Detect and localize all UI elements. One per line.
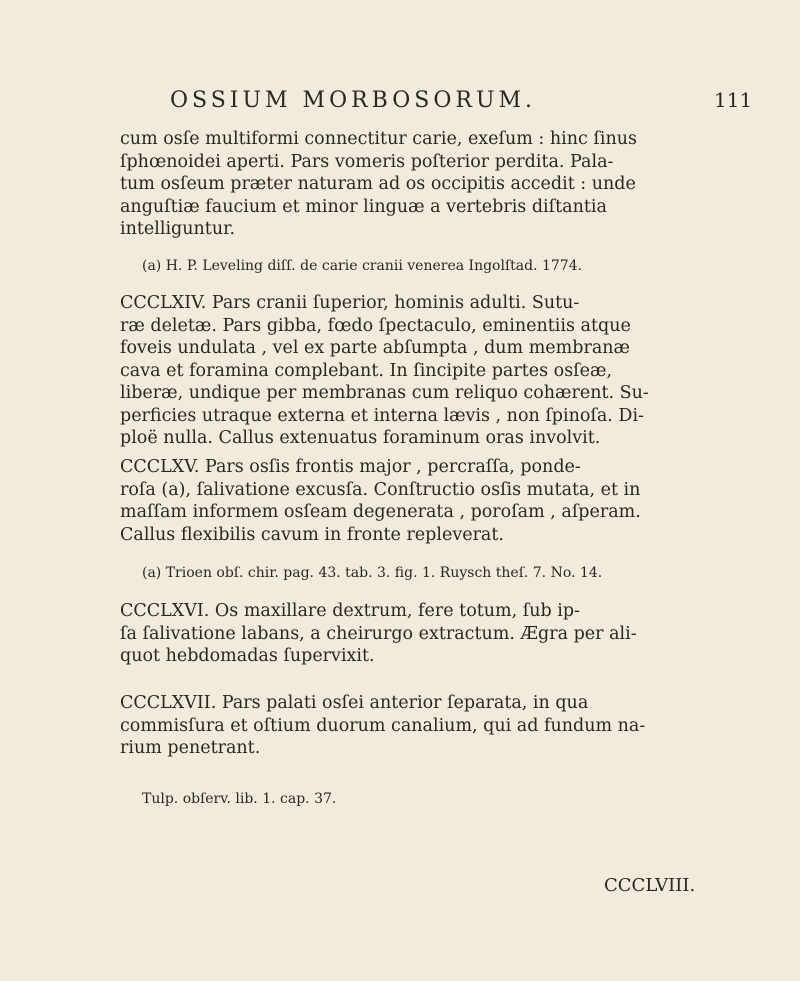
text-line: quot hebdomadas ſupervixit. — [120, 646, 375, 666]
paragraph-ccclxiv — [120, 292, 710, 450]
reference-tulp — [142, 790, 702, 808]
text-line: cava et foramina complebant. In ſincipite partes osſeæ, — [120, 360, 613, 381]
text-line: Callus flexibilis cavum in fronte repleverat. — [120, 524, 504, 545]
text-line: ſa ſalivatione labans, a cheirurgo extractum. Ægra per ali- — [120, 623, 637, 644]
footnote-line: (a) Trioen obſ. chir. pag. 43. tab. 3. fig. 1. Ruysch theſ. 7. No. 14. — [142, 565, 603, 581]
text-line: maſſam informem osſeam degenerata , poroſam , aſperam. — [120, 502, 641, 522]
paragraph-continuation — [120, 128, 710, 241]
text-line: ploë nulla. Callus extenuatus foraminum oras involvit. — [120, 428, 601, 448]
footnote-leveling — [142, 257, 702, 275]
text-line: CCCLXV. Pars osſis frontis major , percraſſa, ponde- — [120, 457, 581, 477]
reference-line: Tulp. obſerv. lib. 1. cap. 37. — [142, 791, 337, 807]
footnote-line: (a) H. P. Leveling diſſ. de carie cranii venerea Ingolſtad. 1774. — [142, 258, 583, 274]
text-line: ſphœnoidei aperti. Pars vomeris poſterior perdita. Pala- — [120, 151, 614, 172]
text-line: anguſtiæ faucium et minor linguæ a vertebris diſtantia — [120, 196, 607, 217]
text-line: tum osſeum præter naturam ad os occipitis accedit : unde — [120, 174, 636, 194]
paragraph-ccclxvii — [120, 692, 710, 760]
text-line: foveis undulata , vel ex parte abſumpta , dum membranæ — [120, 338, 630, 358]
text-line: CCCLXIV. Pars cranii ſuperior, hominis adulti. Sutu- — [120, 293, 580, 313]
footnote-trioen — [142, 564, 702, 582]
catchword: CCCLVIII. — [604, 875, 696, 896]
text-line: perficies utraque externa et interna lævis , non ſpinoſa. Di- — [120, 405, 644, 426]
text-line: CCCLXVI. Os maxillare dextrum, fere totum, ſub ip- — [120, 601, 580, 621]
text-line: rium penetrant. — [120, 738, 261, 758]
text-line: liberæ, undique per membranas cum reliquo cohærent. Su- — [120, 383, 649, 403]
page-number: 111 — [714, 88, 753, 112]
text-line: roſa (a), ſalivatione excusſa. Conſtructio osſis mutata, et in — [120, 479, 641, 500]
text-line: cum osſe multiformi connectitur carie, exeſum : hinc ſinus — [120, 129, 637, 149]
text-line: intelliguntur. — [120, 219, 236, 239]
text-line: CCCLXVII. Pars palati osſei anterior ſeparata, in qua — [120, 693, 589, 713]
running-title: OSSIUM MORBOSORUM. — [170, 88, 537, 113]
paragraph-ccclxvi — [120, 600, 710, 668]
paragraph-ccclxv — [120, 456, 710, 546]
text-line: commisſura et oſtium duorum canalium, qui ad fundum na- — [120, 715, 646, 736]
text-line: ræ deletæ. Pars gibba, fœdo ſpectaculo, eminentiis atque — [120, 315, 631, 336]
